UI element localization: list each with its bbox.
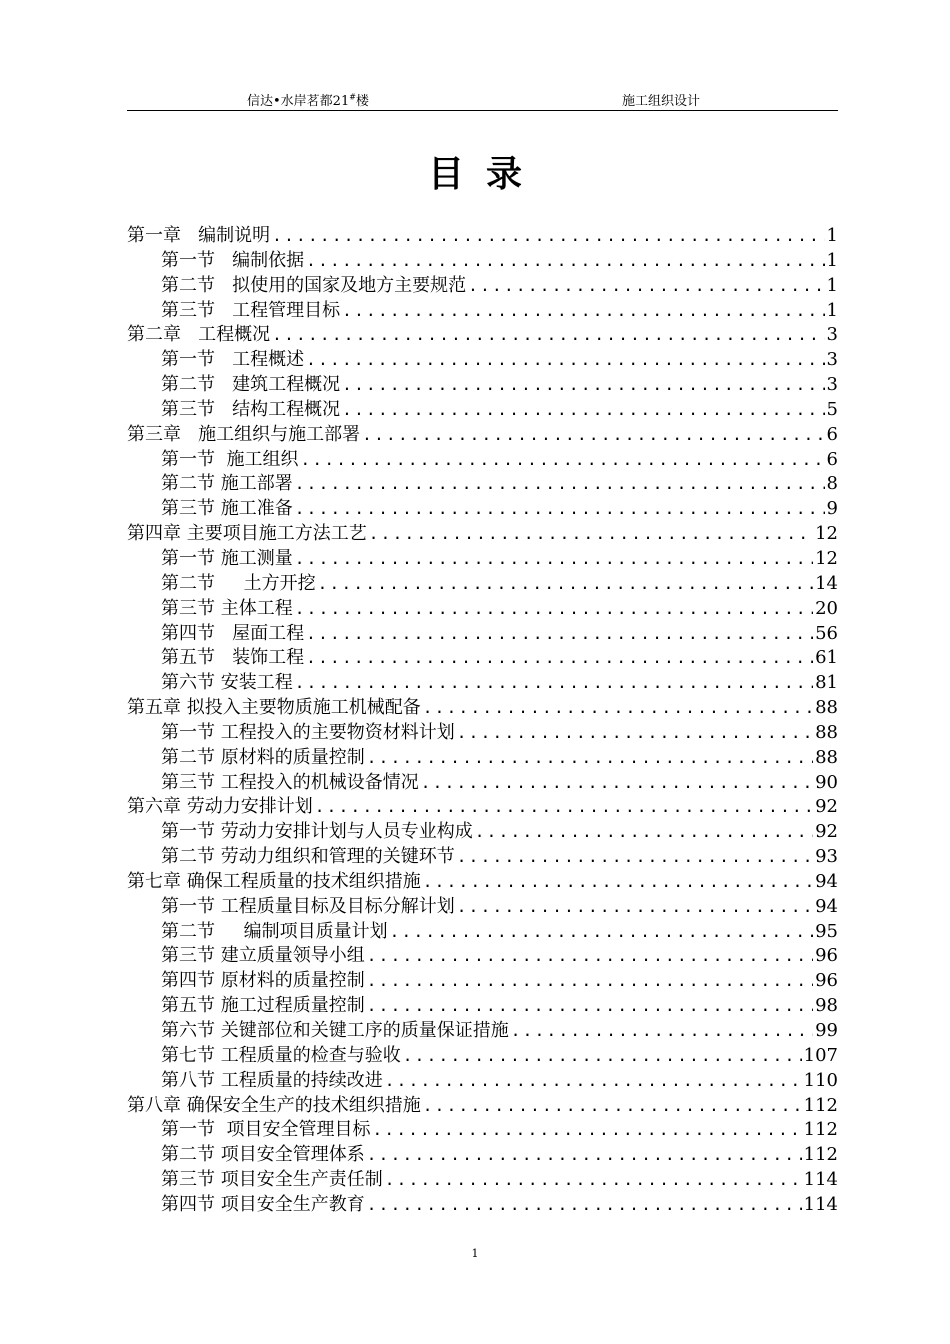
toc-section-entry[interactable] (127, 622, 838, 647)
toc-entry-label: 第四章 主要项目施工方法工艺 (127, 523, 367, 545)
toc-entry-label: 第一节 工程投入的主要物资材料计划 (161, 721, 455, 743)
toc-dot-leader (367, 1143, 802, 1168)
toc-entry-label: 第三节 项目安全生产责任制 (161, 1169, 383, 1191)
toc-section-entry[interactable] (127, 1019, 838, 1044)
toc-dot-leader (511, 1019, 813, 1044)
toc-page-number: 96 (815, 945, 838, 967)
toc-entry-label: 第三章 施工组织与施工部署 (127, 423, 361, 445)
toc-dot-leader (423, 1094, 802, 1119)
toc-dot-leader (300, 448, 824, 473)
toc-section-entry[interactable] (127, 1168, 838, 1193)
toc-dot-leader (315, 795, 813, 820)
toc-dot-leader (367, 746, 813, 771)
toc-chapter-entry[interactable] (127, 224, 838, 249)
toc-section-entry[interactable] (127, 1069, 838, 1094)
toc-section-entry[interactable] (127, 1044, 838, 1069)
toc-page-number: 90 (815, 771, 838, 793)
toc-entry-label: 第五节 施工过程质量控制 (161, 995, 365, 1017)
toc-entry-label: 第七章 确保工程质量的技术组织措施 (127, 870, 421, 892)
toc-dot-leader (457, 721, 813, 746)
toc-dot-leader (390, 920, 813, 945)
toc-section-entry[interactable] (127, 299, 838, 324)
toc-dot-leader (306, 249, 824, 274)
toc-page-number: 6 (826, 423, 838, 445)
toc-section-entry[interactable] (127, 646, 838, 671)
toc-section-entry[interactable] (127, 820, 838, 845)
toc-section-entry[interactable] (127, 1193, 838, 1218)
toc-page-number: 88 (815, 721, 838, 743)
toc-page-number: 92 (815, 821, 838, 843)
header-project-name (247, 90, 369, 109)
toc-dot-leader (367, 1193, 802, 1218)
toc-dot-leader (403, 1044, 802, 1069)
toc-page-number: 1 (826, 274, 838, 296)
toc-section-entry[interactable] (127, 895, 838, 920)
toc-section-entry[interactable] (127, 249, 838, 274)
toc-page-number: 9 (826, 498, 838, 520)
toc-page-number: 96 (815, 970, 838, 992)
toc-section-entry[interactable] (127, 671, 838, 696)
toc-entry-label: 第四节 项目安全生产教育 (161, 1193, 365, 1215)
toc-chapter-entry[interactable] (127, 423, 838, 448)
toc-section-entry[interactable] (127, 274, 838, 299)
toc-page-number: 8 (826, 473, 838, 495)
toc-page-number: 94 (815, 895, 838, 917)
toc-dot-leader (342, 373, 824, 398)
toc-dot-leader (306, 646, 813, 671)
toc-section-entry[interactable] (127, 348, 838, 373)
toc-section-entry[interactable] (127, 1118, 838, 1143)
toc-dot-leader (318, 572, 813, 597)
toc-section-entry[interactable] (127, 920, 838, 945)
toc-entry-label: 第三节 建立质量领导小组 (161, 945, 365, 967)
toc-chapter-entry[interactable] (127, 870, 838, 895)
toc-entry-label: 第四节 原材料的质量控制 (161, 970, 365, 992)
toc-section-entry[interactable] (127, 373, 838, 398)
toc-entry-label: 第三节 结构工程概况 (161, 398, 341, 420)
toc-entry-label: 第二节 土方开挖 (161, 572, 316, 594)
toc-entry-label: 第一节 工程概述 (161, 349, 305, 371)
toc-section-entry[interactable] (127, 969, 838, 994)
toc-dot-leader (295, 671, 813, 696)
toc-chapter-entry[interactable] (127, 323, 838, 348)
toc-entry-label: 第一节 工程质量目标及目标分解计划 (161, 895, 455, 917)
toc-page-number: 5 (826, 398, 838, 420)
toc-page-number: 12 (815, 523, 838, 545)
toc-entry-label: 第七节 工程质量的检查与验收 (161, 1044, 401, 1066)
toc-page-number: 20 (815, 597, 838, 619)
toc-page-number: 110 (803, 1069, 838, 1091)
toc-page-number: 1 (826, 249, 838, 271)
toc-page-number: 94 (815, 870, 838, 892)
toc-page-number: 114 (803, 1193, 838, 1215)
toc-dot-leader (457, 895, 813, 920)
header-document-type: 施工组织设计 (622, 94, 701, 109)
toc-page-number: 3 (826, 349, 838, 371)
toc-dot-leader (362, 423, 824, 448)
header-project-sup: # (349, 92, 356, 102)
toc-section-entry[interactable] (127, 398, 838, 423)
toc-entry-label: 第二节 施工部署 (161, 473, 293, 495)
toc-entry-label: 第八节 工程质量的持续改进 (161, 1069, 383, 1091)
toc-section-entry[interactable] (127, 547, 838, 572)
toc-entry-label: 第二节 建筑工程概况 (161, 374, 341, 396)
table-of-contents (127, 224, 838, 1218)
toc-page-number: 12 (815, 547, 838, 569)
toc-dot-leader (295, 597, 813, 622)
toc-dot-leader (342, 299, 824, 324)
toc-page-number: 56 (815, 622, 838, 644)
toc-entry-label: 第六节 关键部位和关键工序的质量保证措施 (161, 1020, 509, 1041)
toc-dot-leader (367, 969, 813, 994)
toc-dot-leader (272, 224, 824, 249)
toc-entry-label: 第一节 施工测量 (161, 547, 293, 569)
toc-section-entry[interactable] (127, 497, 838, 522)
toc-section-entry[interactable] (127, 721, 838, 746)
toc-dot-leader (342, 398, 824, 423)
toc-entry-label: 第三节 施工准备 (161, 498, 293, 520)
footer-page-number: 1 (471, 1247, 479, 1260)
toc-page-number: 3 (826, 324, 838, 346)
toc-chapter-entry[interactable] (127, 1094, 838, 1119)
toc-section-entry[interactable] (127, 771, 838, 796)
toc-entry-label: 第三节 工程管理目标 (161, 299, 341, 321)
page-header (127, 90, 838, 111)
toc-page-number: 95 (815, 920, 838, 942)
toc-entry-label: 第五章 拟投入主要物质施工机械配备 (127, 697, 421, 719)
toc-dot-leader (457, 845, 813, 870)
toc-dot-leader (372, 1118, 801, 1143)
toc-entry-label: 第四节 屋面工程 (161, 622, 305, 644)
toc-page-number: 93 (815, 846, 838, 868)
toc-section-entry[interactable] (127, 597, 838, 622)
toc-entry-label: 第一节 编制依据 (161, 249, 305, 271)
toc-entry-label: 第五节 装饰工程 (161, 647, 305, 669)
toc-entry-label: 第一章 编制说明 (127, 225, 271, 246)
toc-page-number: 112 (803, 1094, 838, 1116)
page-footer (0, 1247, 950, 1260)
toc-entry-label: 第六章 劳动力安排计划 (127, 796, 313, 818)
toc-entry-label: 第一节 施工组织 (161, 448, 299, 470)
toc-entry-label: 第六节 安装工程 (161, 672, 293, 694)
toc-page-number: 114 (803, 1169, 838, 1191)
toc-dot-leader (295, 547, 813, 572)
toc-chapter-entry[interactable] (127, 795, 838, 820)
toc-chapter-entry[interactable] (127, 522, 838, 547)
toc-entry-label: 第三节 主体工程 (161, 597, 293, 619)
toc-dot-leader (423, 696, 813, 721)
toc-dot-leader (421, 771, 813, 796)
toc-dot-leader (306, 348, 824, 373)
toc-dot-leader (306, 622, 813, 647)
toc-page-number: 99 (815, 1020, 838, 1041)
toc-entry-label: 第一节 项目安全管理目标 (161, 1119, 371, 1141)
toc-dot-leader (272, 323, 824, 348)
toc-page-number: 98 (815, 995, 838, 1017)
toc-section-entry[interactable] (127, 944, 838, 969)
toc-dot-leader (468, 274, 824, 299)
toc-dot-leader (475, 820, 813, 845)
toc-page-number: 112 (803, 1144, 838, 1166)
toc-dot-leader (385, 1168, 802, 1193)
toc-dot-leader (369, 522, 813, 547)
toc-section-entry[interactable] (127, 572, 838, 597)
toc-entry-label: 第一节 劳动力安排计划与人员专业构成 (161, 821, 473, 843)
toc-chapter-entry[interactable] (127, 696, 838, 721)
toc-dot-leader (385, 1069, 802, 1094)
header-project-suffix: 楼 (355, 94, 369, 109)
toc-dot-leader (367, 944, 813, 969)
toc-page-number: 61 (815, 647, 838, 669)
toc-entry-label: 第三节 工程投入的机械设备情况 (161, 771, 419, 793)
toc-page-number: 88 (815, 746, 838, 768)
toc-entry-label: 第二节 拟使用的国家及地方主要规范 (161, 274, 467, 296)
toc-page-number: 3 (826, 374, 838, 396)
toc-page-number: 92 (815, 796, 838, 818)
page-title: 目录 (427, 154, 544, 195)
toc-section-entry[interactable] (127, 994, 838, 1019)
toc-section-entry[interactable] (127, 746, 838, 771)
toc-page-number: 81 (815, 672, 838, 694)
toc-section-entry[interactable] (127, 845, 838, 870)
toc-page-number: 6 (826, 448, 838, 470)
toc-page-number: 1 (826, 299, 838, 321)
toc-dot-leader (295, 497, 825, 522)
toc-page-number: 107 (803, 1044, 838, 1066)
header-project-text: 信达•水岸茗都21 (247, 94, 350, 109)
toc-page-number: 112 (803, 1119, 838, 1141)
toc-entry-label: 第二章 工程概况 (127, 324, 271, 346)
toc-section-entry[interactable] (127, 1143, 838, 1168)
toc-page-number: 14 (815, 572, 838, 594)
toc-dot-leader (367, 994, 813, 1019)
toc-entry-label: 第二节 项目安全管理体系 (161, 1144, 365, 1166)
toc-entry-label: 第二节 劳动力组织和管理的关键环节 (161, 846, 455, 868)
toc-entry-label: 第八章 确保安全生产的技术组织措施 (127, 1094, 421, 1116)
toc-entry-label: 第二节 编制项目质量计划 (161, 920, 388, 942)
toc-dot-leader (423, 870, 813, 895)
toc-page-number: 88 (815, 697, 838, 719)
toc-entry-label: 第二节 原材料的质量控制 (161, 746, 365, 768)
toc-dot-leader (295, 472, 825, 497)
toc-section-entry[interactable] (127, 448, 838, 473)
toc-page-number: 1 (826, 225, 838, 246)
toc-section-entry[interactable] (127, 472, 838, 497)
